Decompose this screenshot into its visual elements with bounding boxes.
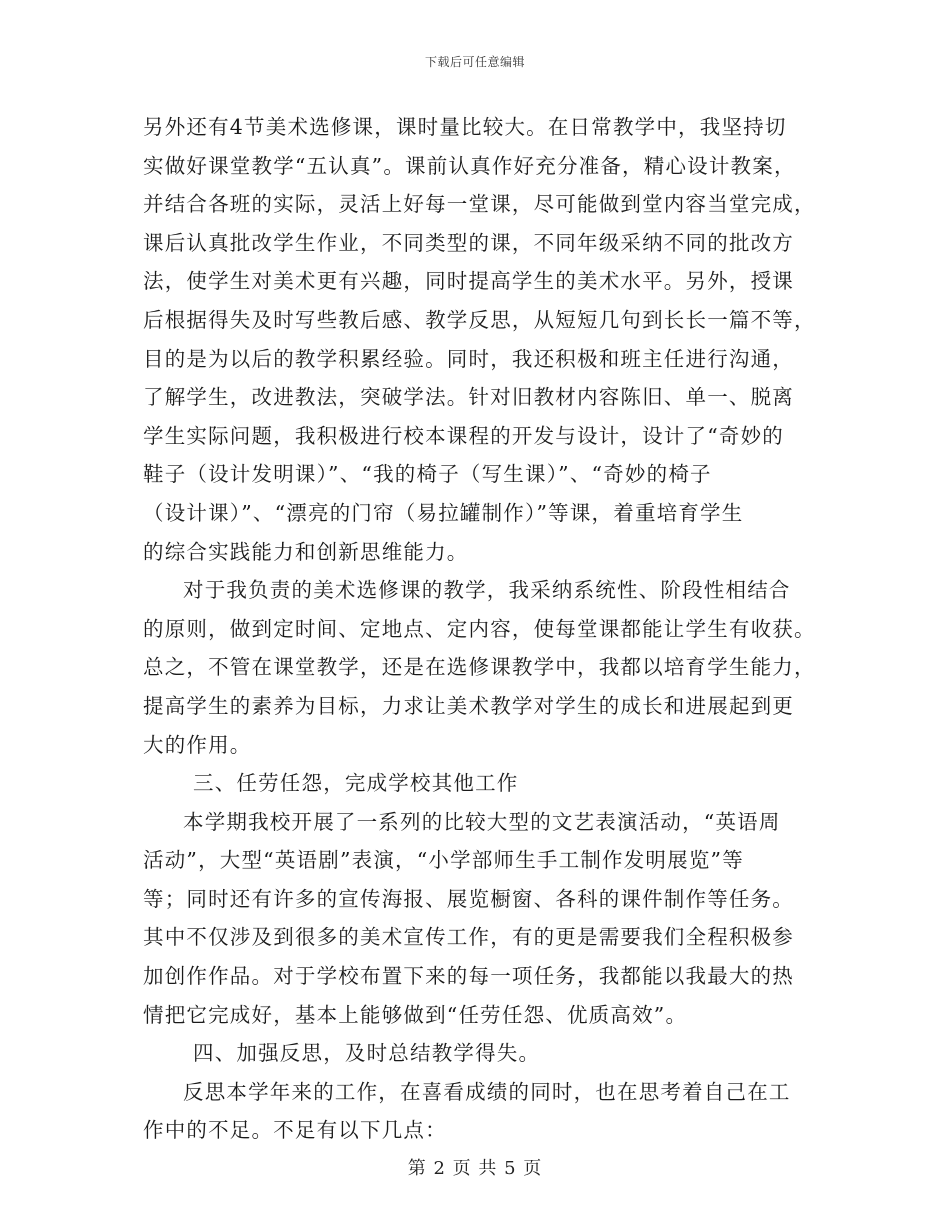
text-line: 实做好课堂教学“五认真”。课前认真作好充分准备，精心设计教案，: [143, 153, 796, 178]
text-line: 学生实际问题，我积极进行校本课程的开发与设计，设计了“奇妙的: [143, 423, 784, 448]
text-line: 情把它完成好，基本上能够做到“任劳任怨、优质高效”。: [143, 1002, 688, 1027]
section-heading-4: 四、加强反思，及时总结教学得失。: [193, 1041, 541, 1066]
text-line: 的综合实践能力和创新思维能力。: [143, 539, 469, 564]
text-line: 鞋子（设计发明课）”、“我的椅子（写生课）”、“奇妙的椅子: [143, 462, 712, 487]
text-line: 了解学生，改进教法，突破学法。针对旧教材内容陈旧、单一、脱离: [143, 385, 794, 410]
text-line: 其中不仅涉及到很多的美术宣传工作，有的更是需要我们全程积极参: [143, 925, 794, 950]
text-line: 法，使学生对美术更有兴趣，同时提高学生的美术水平。另外，授课: [143, 269, 794, 294]
paragraph-start-line: 本学期我校开展了一系列的比较大型的文艺表演活动，“英语周: [183, 809, 781, 834]
section-heading-3: 三、任劳任怨，完成学校其他工作: [193, 771, 519, 796]
text-line: 等；同时还有许多的宣传海报、展览橱窗、各科的课件制作等任务。: [143, 886, 794, 911]
text-line: 另外还有4节美术选修课，课时量比较大。在日常教学中，我坚持切: [143, 115, 787, 139]
text-line: （设计课）”、“漂亮的门帘（易拉罐制作）”等课，着重培育学生: [143, 500, 744, 525]
paragraph-start-line: 对于我负责的美术选修课的教学，我采纳系统性、阶段性相结合: [183, 578, 791, 603]
text-line: 并结合各班的实际，灵活上好每一堂课，尽可能做到堂内容当堂完成，: [143, 192, 816, 217]
text-line: 后根据得失及时写些教后感、教学反思，从短短几句到长长一篇不等，: [143, 307, 816, 332]
text-line: 目的是为以后的教学积累经验。同时，我还积极和班主任进行沟通，: [143, 346, 794, 371]
page-header: 下载后可任意编辑: [424, 55, 525, 69]
paragraph-start-line: 反思本学年来的工作，在喜看成绩的同时，也在思考着自己在工: [183, 1079, 791, 1104]
text-line: 加创作作品。对于学校布置下来的每一项任务，我都能以我最大的热: [143, 964, 794, 989]
text-line: 总之，不管在课堂教学，还是在选修课教学中，我都以培育学生能力，: [143, 655, 816, 680]
text-line: 大的作用。: [143, 732, 252, 757]
text-line: 提高学生的素养为目标，力求让美术教学对学生的成长和进展起到更: [143, 693, 794, 718]
text-line: 活动”，大型“英语剧”表演，“小学部师生手工制作发明展览”等: [143, 848, 744, 873]
page-number-footer: 第 2 页 共 5 页: [407, 1158, 543, 1179]
text-line: 的原则，做到定时间、定地点、定内容，使每堂课都能让学生有收获。: [143, 616, 816, 641]
body-text: [143, 108, 816, 1150]
text-line: 作中的不足。不足有以下几点：: [143, 1118, 447, 1143]
text-line: 课后认真批改学生作业，不同类型的课，不同年级采纳不同的批改方: [143, 230, 794, 255]
